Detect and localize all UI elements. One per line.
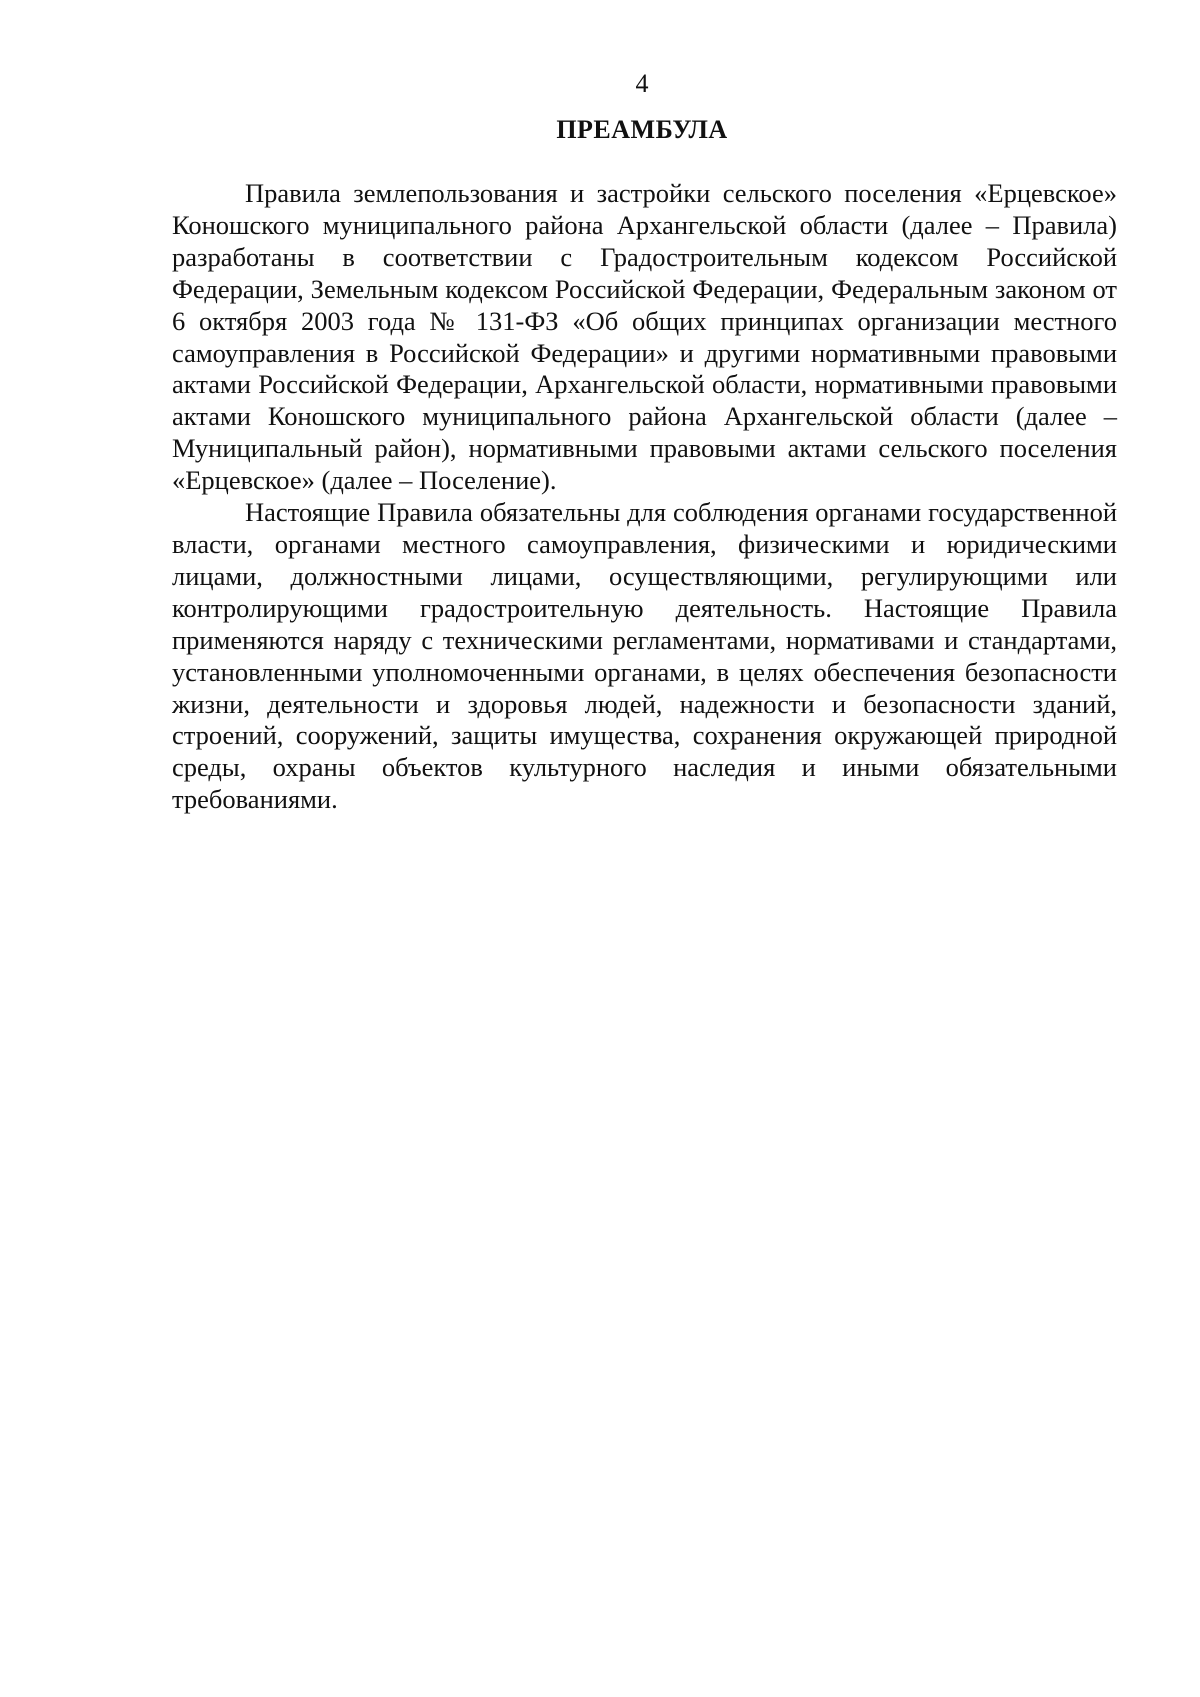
document-body — [172, 178, 1117, 816]
paragraph-2: Настоящие Правила обязательны для соблюдения органами государственной власти, органами местного самоуправления, физическими и юридическими лицами, должностными лицами, осуществляющими, регулирующими или контролирующими градостроительную деятельность. Настоящие Правила применяются наряду с техническими регламентами, нормативами и стандартами, установленными уполномоченными органами, в целях обеспечения безопасности жизни, деятельности и здоровья людей, надежности и безопасности зданий, строений, сооружений, защиты имущества, сохранения окружающей природной среды, охраны объектов культурного наследия и иными обязательными требованиями. — [172, 497, 1117, 815]
paragraph-1: Правила землепользования и застройки сельского поселения «Ерцевское» Коношского муниципального района Архангельской области (далее – Правила) разработаны в соответствии с Градостроительным кодексом Российской Федерации, Земельным кодексом Российской Федерации, Федеральным законом от 6 октября 2003 года № 131-ФЗ «Об общих принципах организации местного самоуправления в Российской Федерации» и другими нормативными правовыми актами Российской Федерации, Архангельской области, нормативными правовыми актами Коношского муниципального района Архангельской области (далее – Муниципальный район), нормативными правовыми актами сельского поселения «Ерцевское» (далее – Поселение). — [172, 178, 1117, 496]
page-title: ПРЕАМБУЛА — [556, 115, 728, 144]
page-number: 4 — [635, 69, 649, 98]
